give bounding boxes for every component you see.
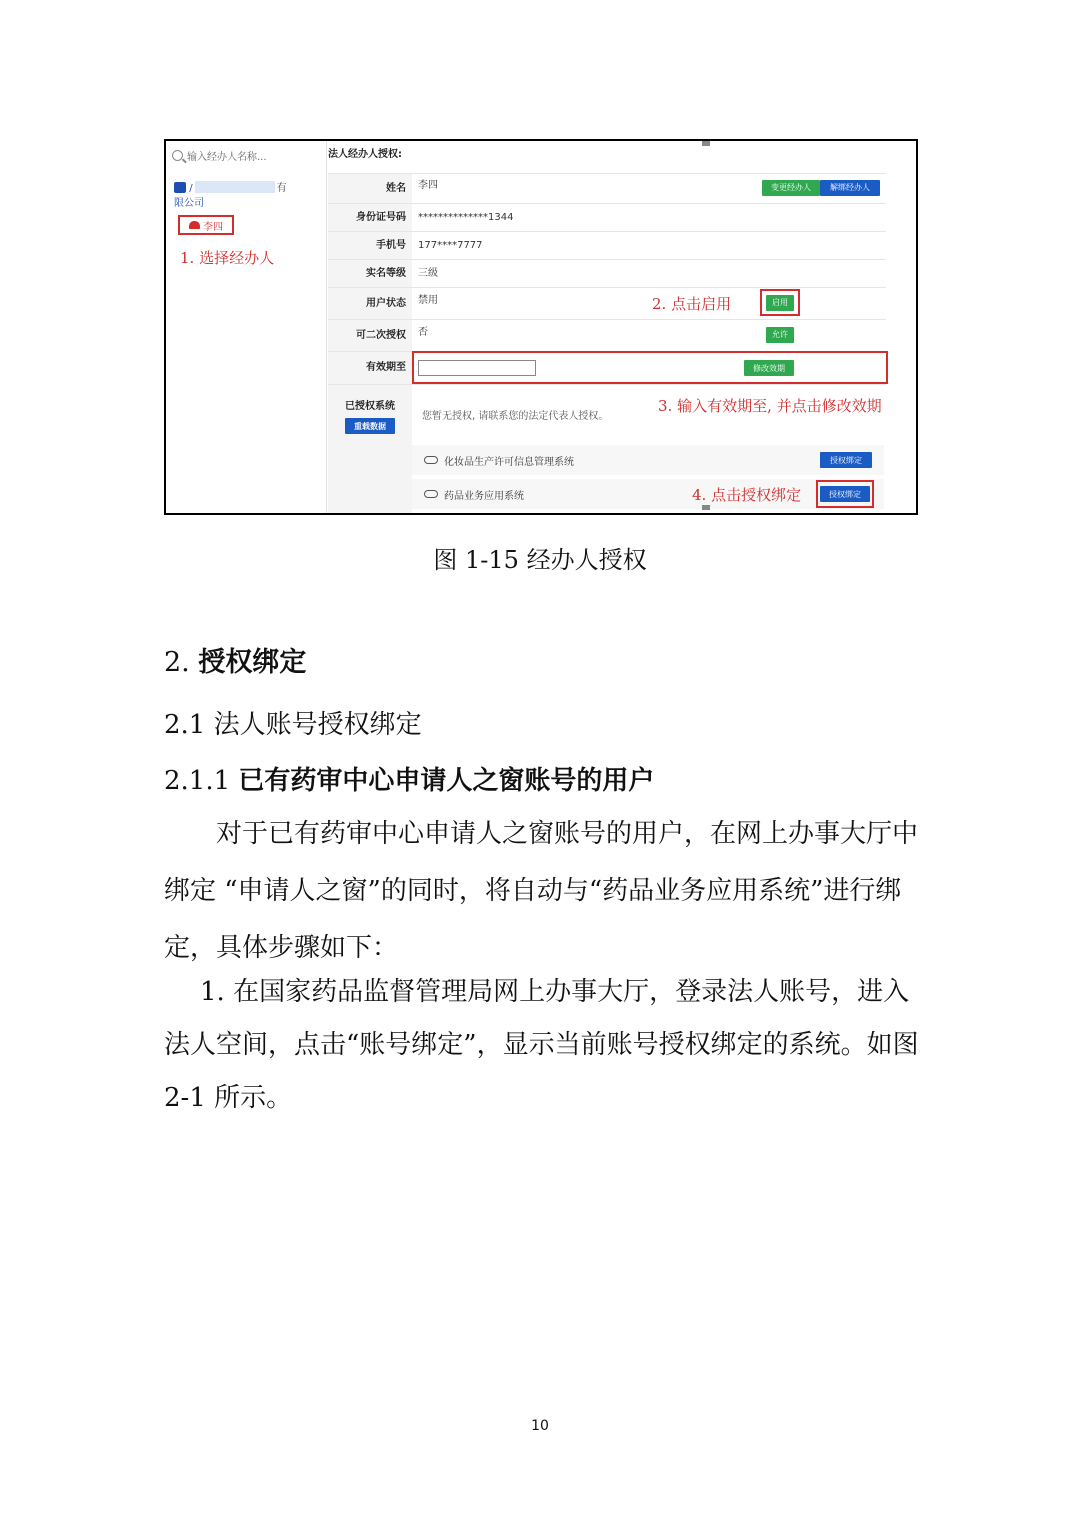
annotation-input-validity: 3. 输入有效期至, 并点击修改效期 bbox=[658, 397, 882, 415]
unbind-agent-button[interactable]: 解绑经办人 bbox=[820, 180, 880, 196]
row-validity bbox=[328, 352, 886, 385]
system-row-drug bbox=[412, 479, 884, 509]
value-verify-level: 三级 bbox=[418, 268, 438, 279]
authorization-panel bbox=[326, 141, 916, 513]
search-placeholder: 输入经办人名称... bbox=[187, 151, 267, 163]
row-secondary-auth bbox=[328, 320, 886, 352]
value-name: 李四 bbox=[418, 180, 438, 191]
agent-info-form bbox=[328, 173, 886, 449]
users-icon bbox=[189, 221, 200, 229]
bind-button-cosmetics[interactable]: 授权绑定 bbox=[820, 452, 872, 468]
subsubsection-heading-2-1-1 bbox=[164, 760, 654, 797]
reload-data-button[interactable]: 重载数据 bbox=[345, 418, 395, 434]
figure-screenshot bbox=[164, 139, 918, 515]
modify-validity-button[interactable]: 修改效期 bbox=[744, 360, 794, 376]
figure-caption: 图 1-15 经办人授权 bbox=[433, 546, 647, 574]
paragraph-step-1: 1. 在国家药品监督管理局网上办事大厅，登录法人账号，进入法人空间，点击“账号绑定”，显示当前账号授权绑定的系统。如图 2-1 所示。 bbox=[164, 977, 919, 1113]
section-number: 2. bbox=[164, 647, 190, 678]
label-name: 姓名 bbox=[328, 174, 412, 203]
label-column-filler bbox=[328, 437, 412, 515]
system-name-drug: 药品业务应用系统 bbox=[444, 490, 524, 502]
annotation-click-bind: 4. 点击授权绑定 bbox=[692, 486, 802, 504]
value-secondary-auth: 否 bbox=[418, 327, 428, 338]
value-user-status: 禁用 bbox=[418, 295, 438, 306]
enable-button[interactable]: 启用 bbox=[766, 295, 794, 311]
page-number: 10 bbox=[531, 1418, 549, 1434]
link-icon bbox=[424, 490, 438, 498]
agent-item-label: 李四 bbox=[203, 221, 223, 233]
section-title: 授权绑定 bbox=[198, 647, 307, 678]
value-phone: 177****7777 bbox=[418, 240, 483, 251]
company-tree-item[interactable]: / 有 限公司 bbox=[174, 183, 287, 209]
bind-button-drug[interactable]: 授权绑定 bbox=[820, 486, 870, 502]
label-id-number: 身份证号码 bbox=[328, 204, 412, 231]
validity-date-input[interactable] bbox=[418, 360, 536, 376]
label-secondary-auth: 可二次授权 bbox=[328, 320, 412, 351]
link-icon bbox=[424, 456, 438, 464]
row-phone bbox=[328, 232, 886, 260]
search-icon bbox=[172, 150, 183, 161]
row-user-status bbox=[328, 288, 886, 320]
value-id-number: **************1344 bbox=[418, 212, 514, 223]
panel-title: 法人经办人授权: bbox=[328, 149, 402, 160]
org-icon bbox=[174, 182, 186, 193]
system-name-cosmetics: 化妆品生产许可信息管理系统 bbox=[444, 456, 574, 468]
label-phone: 手机号 bbox=[328, 232, 412, 259]
subsubsection-number: 2.1.1 bbox=[164, 766, 231, 796]
row-verify-level bbox=[328, 260, 886, 288]
company-name-line2: 限公司 bbox=[174, 198, 204, 209]
subsubsection-title: 已有药审中心申请人之窗账号的用户 bbox=[238, 766, 655, 796]
subsection-heading-2-1: 2.1 法人账号授权绑定 bbox=[164, 710, 422, 740]
allow-button[interactable]: 允许 bbox=[766, 327, 794, 343]
paragraph-intro: 对于已有药审中心申请人之窗账号的用户，在网上办事大厅中绑定 “申请人之窗”的同时，将自动与“药品业务应用系统”进行绑定，具体步骤如下： bbox=[164, 819, 919, 963]
label-validity: 有效期至 bbox=[328, 352, 412, 384]
annotation-click-enable: 2. 点击启用 bbox=[652, 295, 732, 313]
section-heading-2 bbox=[164, 640, 306, 679]
row-id-number bbox=[328, 204, 886, 232]
change-agent-button[interactable]: 变更经办人 bbox=[762, 180, 820, 196]
agent-sidebar bbox=[166, 141, 327, 513]
agent-search-input[interactable] bbox=[172, 145, 312, 165]
resize-handle-top[interactable] bbox=[702, 141, 710, 146]
system-row-cosmetics bbox=[412, 445, 884, 475]
row-name bbox=[328, 174, 886, 204]
label-authorized-systems: 已授权系统 bbox=[345, 401, 395, 412]
company-name-suffix: 有 bbox=[276, 183, 287, 194]
agent-item-selected[interactable] bbox=[178, 215, 234, 235]
label-verify-level: 实名等级 bbox=[328, 260, 412, 287]
label-user-status: 用户状态 bbox=[328, 288, 412, 319]
resize-handle-bottom[interactable] bbox=[702, 505, 710, 510]
annotation-select-agent: 1. 选择经办人 bbox=[180, 249, 275, 267]
no-authorization-message: 您暂无授权, 请联系您的法定代表人授权。 bbox=[422, 411, 609, 422]
redacted-company-name bbox=[195, 181, 275, 193]
